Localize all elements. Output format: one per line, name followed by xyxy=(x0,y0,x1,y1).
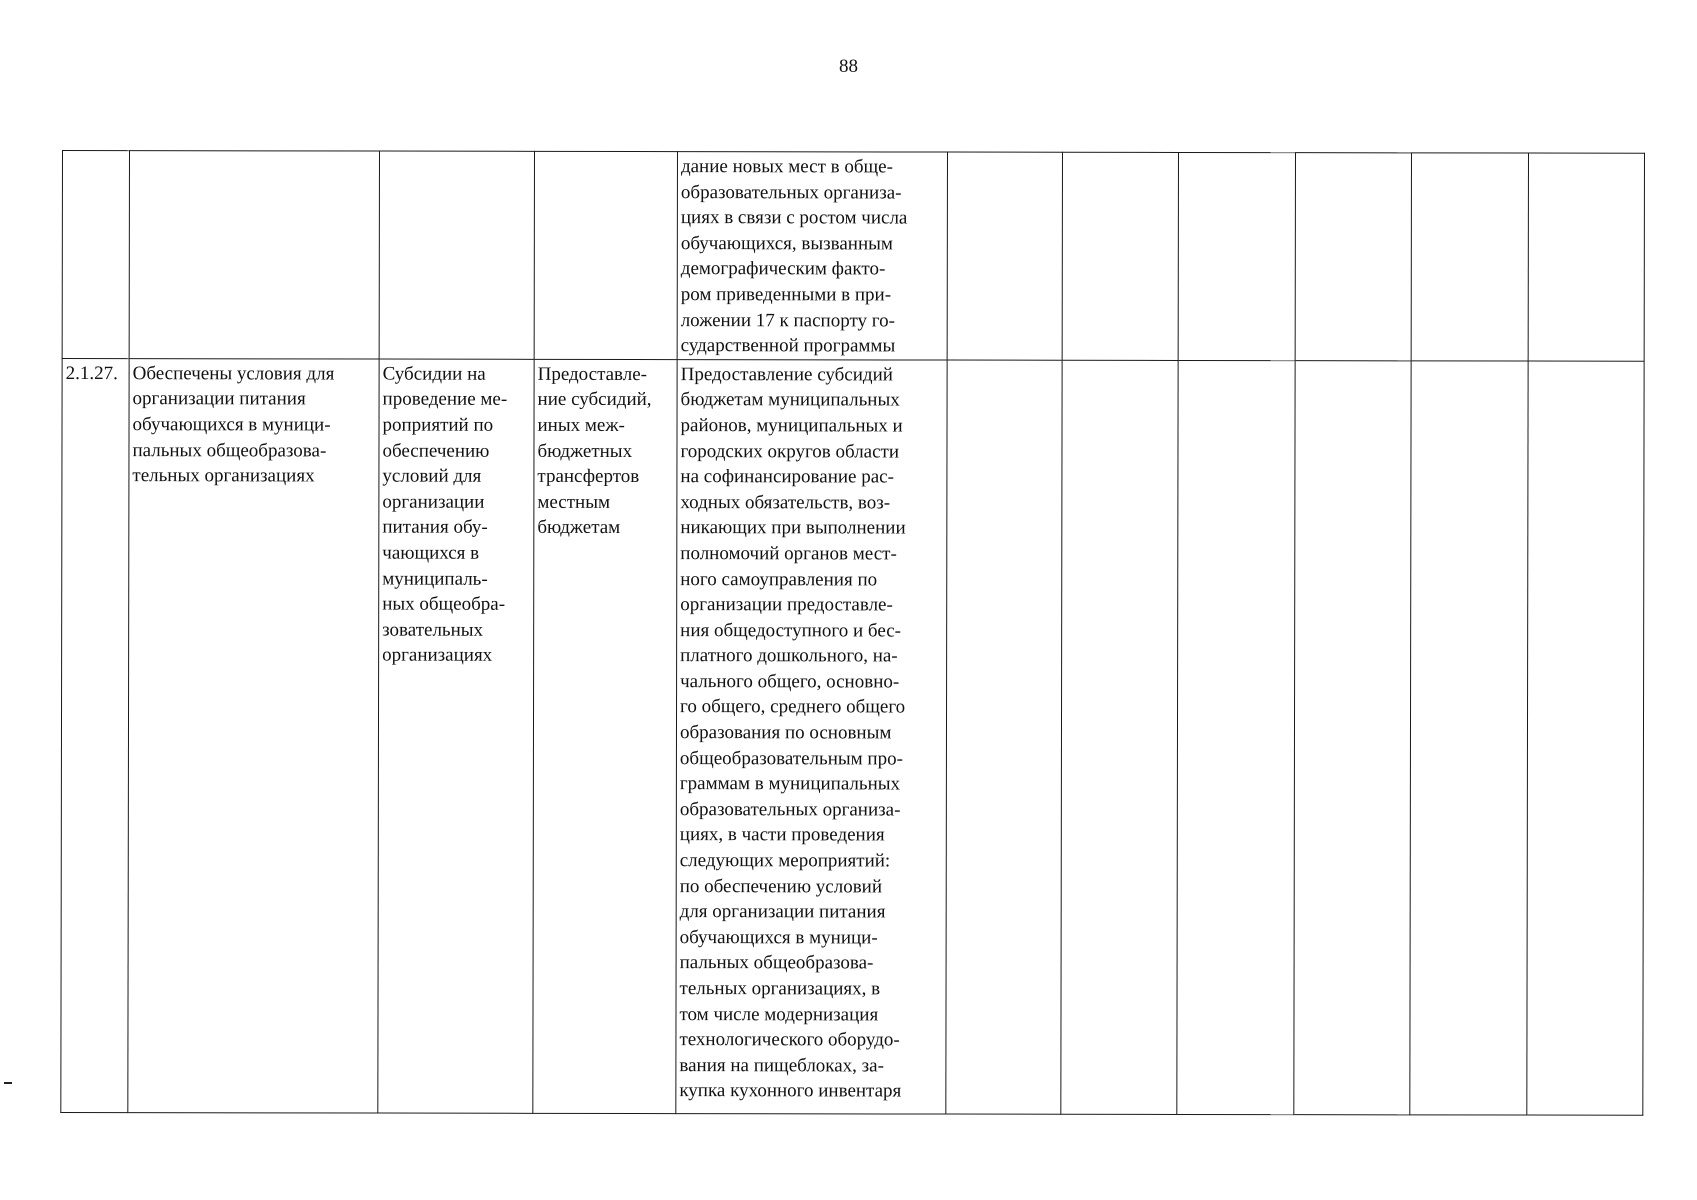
text-line: вания на пищеблоках, за- xyxy=(679,1054,884,1077)
text-line: городских округов области xyxy=(680,440,900,462)
text-line: организации предоставле- xyxy=(680,594,893,616)
text-line: условий для xyxy=(382,465,482,487)
text-line: дание новых мест в обще- xyxy=(680,156,893,178)
cell-result-empty xyxy=(129,151,379,359)
text-line: по обеспечению условий xyxy=(679,875,883,898)
page-number: 88 xyxy=(839,56,858,77)
text-line: бюджетам муниципальных xyxy=(680,389,900,411)
text-line: местным xyxy=(537,491,611,513)
table-row xyxy=(61,358,1644,1115)
cell-row-number xyxy=(61,358,129,1112)
cell-event xyxy=(378,359,534,1113)
text-line: ние субсидий, xyxy=(537,389,652,411)
scan-mark-left xyxy=(4,1082,12,1084)
text-line: ром приведенными в при- xyxy=(680,284,892,306)
text-line: граммам в муниципальных xyxy=(679,773,901,795)
cell-empty xyxy=(1528,153,1644,361)
text-line: роприятий по xyxy=(382,414,494,436)
text-line: муниципаль- xyxy=(382,568,488,590)
text-line: зовательных xyxy=(382,619,484,641)
text-line: ния общедоступного и бес- xyxy=(680,619,902,642)
cell-empty xyxy=(947,152,1062,360)
text-line: сударственной программы xyxy=(680,335,896,357)
cell-empty xyxy=(1177,360,1295,1114)
cell-empty xyxy=(1527,361,1644,1115)
text-line: купка кухонного инвентаря xyxy=(679,1080,902,1102)
text-line: том числе модернизация xyxy=(679,1003,879,1026)
text-line: ложении 17 к паспорту го- xyxy=(680,309,895,332)
text-line: Предоставле- xyxy=(537,363,648,385)
text-line: образовательных организа- xyxy=(679,798,901,821)
text-line: платного дошкольного, на- xyxy=(680,645,898,667)
text-line: образовательных организа- xyxy=(680,181,902,204)
text-line: для организации питания xyxy=(679,901,886,923)
cell-result xyxy=(128,358,379,1112)
cell-type xyxy=(533,359,677,1113)
program-table xyxy=(60,150,1645,1116)
text-line: никающих при выполнении xyxy=(680,517,906,539)
text-line: пальных общеобразова- xyxy=(132,439,327,461)
text-line: на софинансирование рас- xyxy=(680,466,894,488)
text-line: го общего, среднего общего xyxy=(680,696,906,718)
text-line: обучающихся в муници- xyxy=(679,926,878,949)
text-line: Предоставление субсидий xyxy=(680,363,893,386)
cell-number-empty xyxy=(62,151,129,359)
text-line: обеспечению xyxy=(382,440,490,462)
text-line: ного самоуправления по xyxy=(680,568,878,590)
text-line: проведение ме- xyxy=(382,388,508,411)
text-line: циях, в части проведения xyxy=(679,824,885,846)
text-line: полномочий органов мест- xyxy=(680,542,897,565)
cell-type-empty xyxy=(534,151,677,359)
table-row xyxy=(62,151,1644,362)
cell-description-continued xyxy=(677,152,947,360)
text-line: циях в связи с ростом числа xyxy=(680,207,908,229)
text-line: ных общеобра- xyxy=(382,593,506,615)
cell-empty xyxy=(1062,152,1178,360)
text-line: демографическим факто- xyxy=(680,258,886,280)
text-line: бюджетам xyxy=(537,517,621,539)
text-line: питания обу- xyxy=(382,516,488,539)
cell-empty xyxy=(946,360,1062,1114)
row-number: 2.1.27. xyxy=(65,362,118,384)
text-line: Обеспечены условия для xyxy=(132,362,335,385)
text-line: чающихся в xyxy=(382,542,480,564)
cell-description xyxy=(676,359,947,1113)
cell-event-empty xyxy=(379,151,534,359)
text-line: иных меж- xyxy=(537,414,625,436)
cell-empty xyxy=(1061,360,1178,1114)
text-line: следующих мероприятий: xyxy=(679,850,891,872)
text-line: бюджетных xyxy=(537,440,633,462)
text-line: пальных общеобразова- xyxy=(679,952,874,974)
text-line: тельных организациях xyxy=(132,465,315,487)
cell-empty xyxy=(1294,360,1411,1114)
text-line: организациях xyxy=(382,644,493,667)
text-line: чального общего, основно- xyxy=(680,670,900,693)
text-line: организации питания xyxy=(132,388,306,410)
text-line: образования по основным xyxy=(679,722,892,744)
text-line: тельных организациях, в xyxy=(679,978,881,1000)
text-line: ходных обязательств, воз- xyxy=(680,491,891,514)
table-sheet xyxy=(60,150,1644,1117)
cell-empty xyxy=(1295,153,1411,361)
cell-empty xyxy=(1411,153,1528,361)
text-line: трансфертов xyxy=(537,465,640,488)
text-line: Субсидии на xyxy=(382,363,486,385)
cell-empty xyxy=(1178,152,1295,360)
text-line: общеобразовательным про- xyxy=(679,747,903,770)
text-line: обучающихся в муници- xyxy=(132,414,331,436)
text-line: технологического оборудо- xyxy=(679,1029,900,1051)
text-line: обучающихся, вызванным xyxy=(680,232,893,255)
cell-empty xyxy=(1410,361,1528,1115)
text-line: районов, муниципальных и xyxy=(680,415,903,437)
text-line: организации xyxy=(382,491,485,513)
